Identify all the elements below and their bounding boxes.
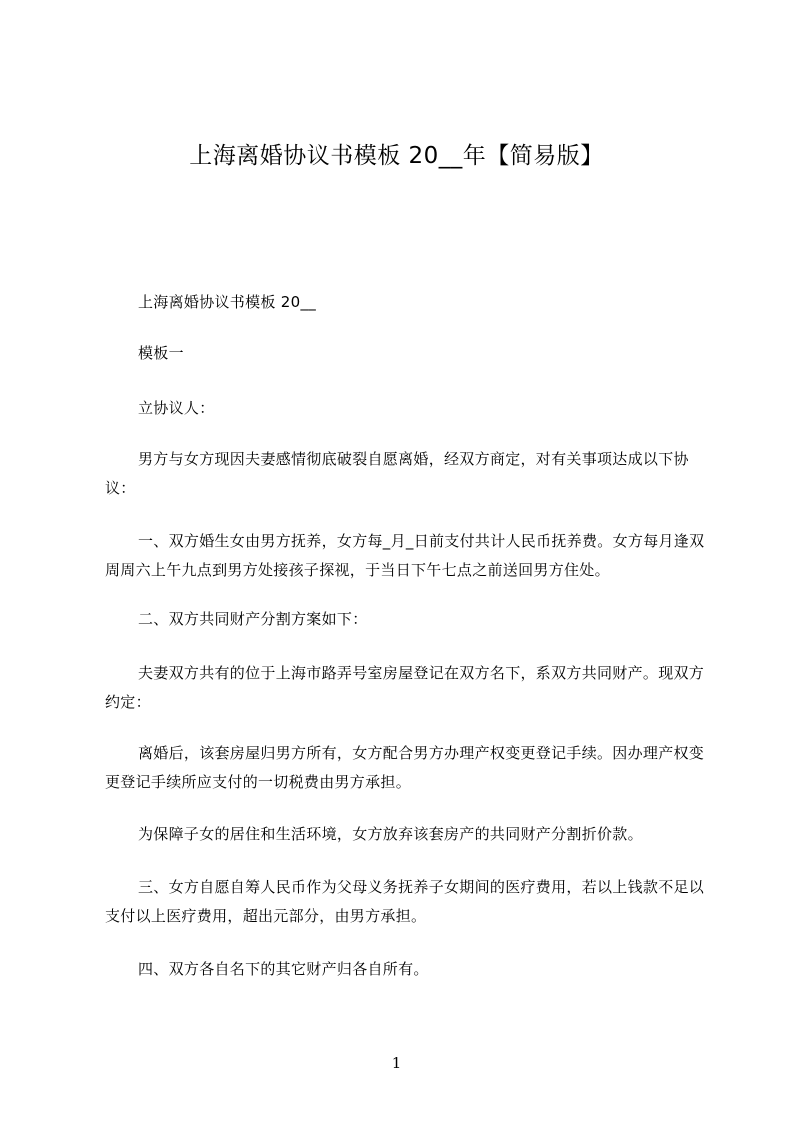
- paragraph-clause-two: 二、双方共同财产分割方案如下：: [138, 610, 368, 628]
- paragraph-clause-four: 四、双方各自名下的其它财产归各自所有。: [138, 960, 429, 978]
- paragraph-property-terms: 离婚后，该套房屋归男方所有，女方配合男方办理产权变更登记手续。因办理产权变更登记手续所应支付的一切税费由男方承担。: [105, 744, 705, 791]
- paragraph-clause-one: 一、双方婚生女由男方抚养，女方每_月_日前支付共计人民币抚养费。女方每月逢双周周六上午九点到男方处接孩子探视，于当日下午七点之前送回男方住处。: [105, 532, 705, 579]
- paragraph-waiver: 为保障子女的居住和生活环境，女方放弃该套房产的共同财产分割折价款。: [138, 825, 643, 843]
- paragraph-intro: 男方与女方现因夫妻感情彻底破裂自愿离婚，经双方商定，对有关事项达成以下协议：: [105, 450, 689, 497]
- paragraph-clause-three: 三、女方自愿自筹人民币作为父母义务抚养子女期间的医疗费用，若以上钱款不足以支付以上医疗费用，超出元部分，由男方承担。: [105, 878, 705, 925]
- paragraph-template-one: 模板一: [138, 344, 184, 362]
- paragraph-property: 夫妻双方共有的位于上海市路弄号室房屋登记在双方名下，系双方共同财产。现双方约定：: [105, 664, 705, 711]
- paragraph-parties: 立协议人：: [138, 399, 215, 417]
- page-number: 1: [391, 1054, 402, 1072]
- paragraph-heading: 上海离婚协议书模板 20__: [138, 293, 317, 311]
- document-title: 上海离婚协议书模板 20__年【简易版】: [189, 143, 604, 169]
